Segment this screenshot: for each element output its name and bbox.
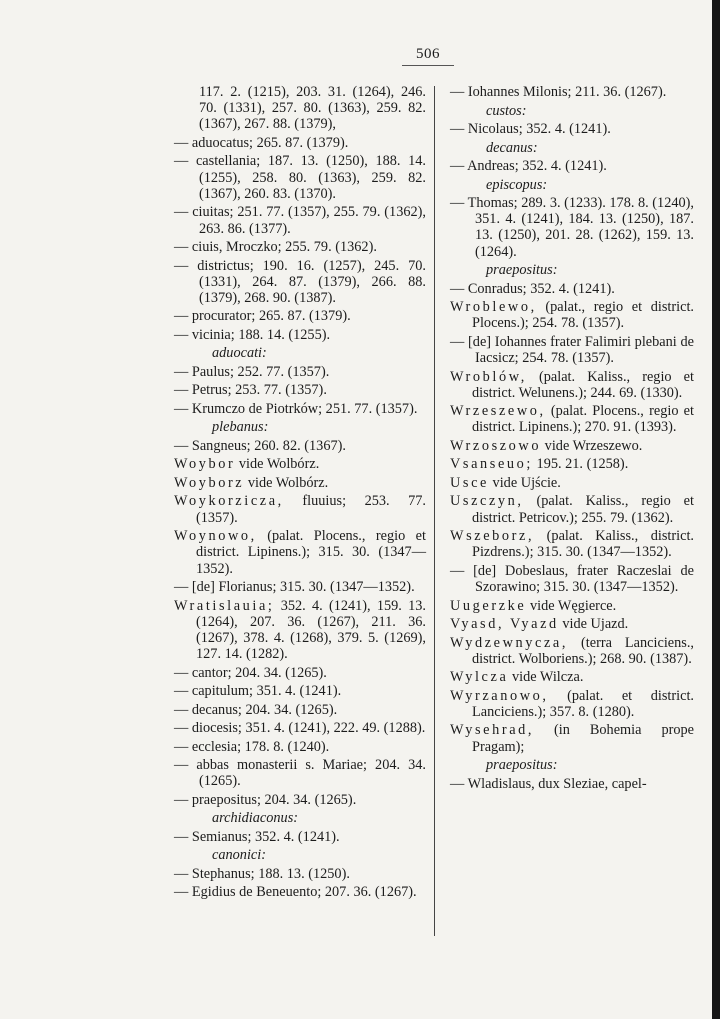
headword: Wysehrad, bbox=[450, 722, 535, 739]
headword: Vsanseuo; bbox=[450, 456, 533, 473]
entry-text: 195. 21. (1258). bbox=[532, 456, 629, 473]
index-headword-entry bbox=[450, 403, 694, 435]
index-headword-entry bbox=[450, 438, 694, 454]
entry-text: fluuius; 253. 77. (1357). bbox=[196, 493, 426, 526]
sub-entry: — Krumczo de Piotrków; 251. 77. (1357). bbox=[174, 400, 418, 417]
sub-entry: — districtus; 190. 16. (1257), 245. 70. (1331), 264. 87. (1379), 266. 88. (1379), 268. 90. (1387). bbox=[174, 257, 426, 306]
sub-entry: — Andreas; 352. 4. (1241). bbox=[450, 158, 607, 174]
entry-text: vide Wrzeszewo. bbox=[541, 437, 643, 454]
entry-text: (palat. Kaliss., regio et district. Petricov.); 255. 79. (1362). bbox=[472, 493, 694, 526]
headword: Woyborz bbox=[174, 474, 245, 491]
headword: Wrzoszowo bbox=[450, 437, 542, 454]
sub-entry: — Nicolaus; 352. 4. (1241). bbox=[450, 121, 611, 137]
category-label: canonici: bbox=[212, 847, 266, 864]
entry-text: vide Wolbórz. bbox=[244, 474, 329, 491]
category-label: praepositus: bbox=[486, 262, 558, 279]
sub-entry: — Semianus; 352. 4. (1241). bbox=[174, 828, 340, 845]
sub-entry: — [de] Florianus; 315. 30. (1347—1352). bbox=[174, 579, 415, 596]
index-column-left bbox=[174, 84, 426, 903]
headword: Wydzewnycza, bbox=[450, 634, 569, 651]
sub-entry: — ciuitas; 251. 77. (1357), 255. 79. (1362), 263. 86. (1377). bbox=[174, 204, 426, 237]
index-headword-entry bbox=[450, 635, 694, 667]
headword: Vyasd, Vyazd bbox=[450, 616, 559, 633]
sub-entry: — aduocatus; 265. 87. (1379). bbox=[174, 134, 349, 151]
headword: Uszczyn, bbox=[450, 493, 524, 510]
index-headword-entry bbox=[174, 456, 426, 472]
index-headword-entry bbox=[174, 598, 426, 663]
index-headword-entry bbox=[450, 598, 694, 614]
sub-entry: — cantor; 204. 34. (1265). bbox=[174, 664, 327, 681]
category-label: episcopus: bbox=[486, 176, 548, 193]
index-headword-entry bbox=[174, 493, 426, 525]
entry-text: (palat. Plocens., regio et district. Lipinens.); 270. 91. (1393). bbox=[472, 403, 694, 436]
index-headword-entry bbox=[450, 616, 694, 632]
sub-entry: — ciuis, Mroczko; 255. 79. (1362). bbox=[174, 239, 377, 256]
index-column-right bbox=[450, 84, 694, 794]
entry-text: vide Wolbórz. bbox=[235, 456, 320, 473]
entry-text: (palat., regio et district. Plocens.); 254. 78. (1357). bbox=[472, 299, 694, 332]
entry-text: (in Bohemia prope Pragam); bbox=[472, 722, 694, 755]
index-headword-entry bbox=[450, 493, 694, 525]
headword: Wroblów, bbox=[450, 368, 527, 385]
entry-text: (palat. Kaliss., district. Pizdrens.); 315. 30. (1347—1352). bbox=[472, 528, 694, 561]
sub-entry: — Paulus; 252. 77. (1357). bbox=[174, 363, 330, 380]
scan-edge-bar bbox=[712, 0, 720, 1019]
entry-text: (terra Lanciciens., district. Wolboriens.); 268. 90. (1387). bbox=[472, 634, 694, 667]
index-headword-entry bbox=[174, 475, 426, 491]
sub-entry: — castellania; 187. 13. (1250), 188. 14. (1255), 258. 80. (1363), 259. 82. (1367), 260. 83. (1370). bbox=[174, 153, 426, 202]
sub-entry: — [de] Dobeslaus, frater Raczeslai de Szorawino; 315. 30. (1347—1352). bbox=[450, 562, 694, 596]
sub-entry: — Petrus; 253. 77. (1357). bbox=[174, 382, 327, 399]
page-number: 506 bbox=[416, 46, 440, 62]
sub-entry: — diocesis; 351. 4. (1241), 222. 49. (1288). bbox=[174, 720, 426, 737]
sub-entry: — capitulum; 351. 4. (1241). bbox=[174, 683, 342, 700]
headword: Woykorzicza, bbox=[174, 493, 284, 510]
sub-entry: — decanus; 204. 34. (1265). bbox=[174, 701, 338, 718]
index-headword-entry bbox=[174, 528, 426, 577]
entry-text: (palat. Kaliss., regio et district. Welunens.); 244. 69. (1330). bbox=[472, 368, 694, 401]
headword: Uugerzke bbox=[450, 597, 527, 614]
index-headword-entry bbox=[450, 369, 694, 401]
sub-entry: — Conradus; 352. 4. (1241). bbox=[450, 280, 615, 297]
index-headword-entry bbox=[450, 722, 694, 754]
entry-text: (palat. Plocens., regio et district. Lipinens.); 315. 30. (1347—1352). bbox=[196, 528, 426, 577]
index-headword-entry bbox=[450, 299, 694, 331]
sub-entry: — abbas monasterii s. Mariae; 204. 34. (1265). bbox=[174, 757, 426, 790]
headword: Wylcza bbox=[450, 669, 509, 686]
entry-text: vide Węgierce. bbox=[526, 597, 617, 614]
entry-text: vide Ujście. bbox=[488, 474, 561, 491]
category-label: decanus: bbox=[486, 139, 538, 156]
index-headword-entry bbox=[450, 669, 694, 685]
entry-text: (palat. et district. Lanciciens.); 357. 8. (1280). bbox=[472, 687, 694, 720]
sub-entry: — praepositus; 204. 34. (1265). bbox=[174, 791, 357, 808]
sub-entry: — vicinia; 188. 14. (1255). bbox=[174, 326, 331, 343]
sub-entry: — Wladislaus, dux Sleziae, capel- bbox=[450, 775, 647, 792]
index-headword-entry bbox=[450, 475, 694, 491]
index-headword-entry bbox=[450, 688, 694, 720]
continued-entry: 117. 2. (1215), 203. 31. (1264), 246. 70. (1331), 257. 80. (1363), 259. 82. (1367), 267. 88. (1379), bbox=[199, 84, 426, 133]
headword: Wroblewo, bbox=[450, 299, 537, 316]
category-label: archidiaconus: bbox=[212, 810, 299, 827]
sub-entry: — ecclesia; 178. 8. (1240). bbox=[174, 738, 330, 755]
headword: Wratislauia; bbox=[174, 597, 275, 614]
category-label: plebanus: bbox=[212, 419, 269, 436]
headword: Wszeborz, bbox=[450, 528, 535, 545]
sub-entry: — Stephanus; 188. 13. (1250). bbox=[174, 865, 350, 882]
headword: Woynowo, bbox=[174, 528, 257, 545]
headword: Woybor bbox=[174, 456, 236, 473]
sub-entry: — Sangneus; 260. 82. (1367). bbox=[174, 437, 346, 454]
headword: Wyrzanowo, bbox=[450, 687, 549, 704]
index-headword-entry bbox=[450, 528, 694, 560]
category-label: custos: bbox=[486, 102, 527, 119]
headword: Wrzeszewo, bbox=[450, 403, 546, 420]
entry-text: 352. 4. (1241), 159. 13. (1264), 207. 36. (1267), 211. 36. (1267), 378. 4. (1268), 379. 5. (1269), 127. 14. (1282). bbox=[196, 597, 426, 663]
sub-entry: — Egidius de Beneuento; 207. 36. (1267). bbox=[174, 884, 417, 901]
sub-entry: — procurator; 265. 87. (1379). bbox=[174, 308, 351, 325]
category-label: praepositus: bbox=[486, 757, 558, 774]
sub-entry: — Iohannes Milonis; 211. 36. (1267). bbox=[450, 84, 667, 100]
entry-text: vide Wilcza. bbox=[508, 669, 584, 686]
sub-entry: — [de] Iohannes frater Falimiri plebani de Iacsicz; 254. 78. (1357). bbox=[450, 333, 694, 367]
headword: Usce bbox=[450, 474, 489, 491]
index-headword-entry bbox=[450, 456, 694, 472]
column-divider bbox=[434, 86, 435, 936]
entry-text: vide Ujazd. bbox=[558, 616, 629, 633]
sub-entry: — Thomas; 289. 3. (1233). 178. 8. (1240), 351. 4. (1241), 184. 13. (1250), 187. 13. (1250), 201. 28. (1262), 159. 13. (1264). bbox=[450, 195, 694, 260]
category-label: aduocati: bbox=[212, 345, 267, 362]
